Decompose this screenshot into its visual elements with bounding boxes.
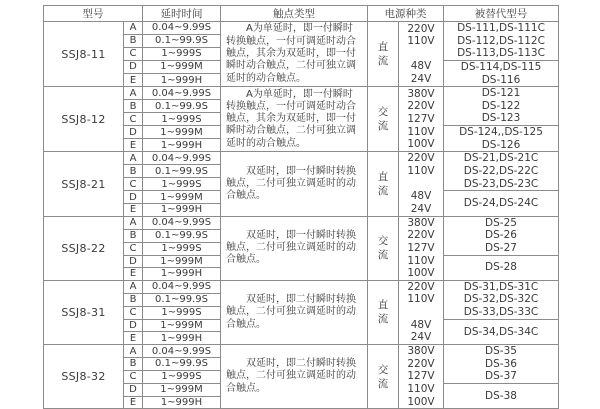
row-letter: C xyxy=(124,113,143,126)
row-letter: C xyxy=(124,242,143,255)
voltage-cell xyxy=(399,216,444,280)
row-letter: D xyxy=(124,255,143,268)
model-cell: SSJ8-32 xyxy=(44,345,124,409)
replaced-models-lower xyxy=(444,383,559,408)
voltage-value: 220V xyxy=(407,229,435,242)
voltage-value: 48V xyxy=(410,318,432,331)
power-kind-cell xyxy=(368,280,399,344)
voltage-value: 127V xyxy=(407,112,435,125)
contact-line: 触点，二付可独立调延时的动 xyxy=(226,306,356,318)
delay-value: 1~999H xyxy=(143,268,221,281)
voltage-cell xyxy=(399,22,444,87)
contact-line: 合触点。 xyxy=(226,382,266,394)
replaced-models-upper xyxy=(444,152,559,191)
contact-line: 合触点。 xyxy=(226,318,266,330)
voltage-cell xyxy=(399,345,444,409)
contact-line: 合触点。 xyxy=(226,190,266,202)
row-letter: B xyxy=(124,34,143,47)
delay-value: 1~999S xyxy=(143,370,221,383)
contact-line: 触点，二付可独立调延时的动 xyxy=(226,370,356,382)
voltage-value: 110V xyxy=(407,254,435,267)
contact-text-block xyxy=(226,294,362,331)
column-header-replaced: 被替代型号 xyxy=(444,6,559,22)
voltage-value: 127V xyxy=(407,241,435,254)
replaced-models-lower xyxy=(444,60,559,86)
row-letter: E xyxy=(124,332,143,345)
row-letter: E xyxy=(124,268,143,281)
power-kind-cell xyxy=(368,216,399,280)
row-letter: C xyxy=(124,47,143,60)
contact-text-block xyxy=(226,89,362,150)
voltage-value: 100V xyxy=(407,267,435,280)
power-kind-label: 直流 xyxy=(377,41,389,68)
contact-line: A为单延时，即一付瞬时 xyxy=(246,88,353,100)
voltage-cell xyxy=(399,87,444,152)
delay-value: 1~999M xyxy=(143,319,221,332)
contact-text-block xyxy=(226,166,362,203)
delay-value: 0.1~99.9S xyxy=(143,357,221,370)
contact-description xyxy=(221,216,368,280)
row-letter: E xyxy=(124,74,143,87)
delay-value: 0.04~9.99S xyxy=(143,280,221,293)
replaced-model: DS-23,DS-23C xyxy=(463,177,539,190)
replaced-model: DS-116 xyxy=(481,73,521,86)
contact-line: A为单延时，即一付瞬时 xyxy=(246,23,353,35)
delay-value: 0.04~9.99S xyxy=(143,345,221,358)
contact-description xyxy=(221,87,368,152)
row-letter: E xyxy=(124,139,143,152)
model-cell: SSJ8-12 xyxy=(44,87,124,152)
replaced-models-upper xyxy=(444,22,559,61)
relay-spec-sheet xyxy=(43,5,559,409)
delay-value: 1~999S xyxy=(143,242,221,255)
contact-description xyxy=(221,152,368,216)
table-row xyxy=(44,87,559,100)
replaced-model: DS-121 xyxy=(481,87,521,100)
column-header-model: 型号 xyxy=(44,6,143,22)
voltage-value: 48V xyxy=(410,190,432,203)
column-header-power: 电源种类 xyxy=(368,6,444,22)
column-header-contact: 触点类型 xyxy=(221,6,368,22)
contact-line: 合触点。 xyxy=(226,254,266,266)
contact-line: 触点，其余为双延时，即一付 xyxy=(226,113,356,125)
row-letter: D xyxy=(124,126,143,139)
delay-value: 1~999M xyxy=(143,383,221,396)
delay-value: 1~999M xyxy=(143,126,221,139)
replaced-model: DS-33,DS-33C xyxy=(463,306,539,319)
spec-table xyxy=(43,5,559,409)
delay-value: 0.1~99.9S xyxy=(143,34,221,47)
row-letter: C xyxy=(124,178,143,191)
voltage-value xyxy=(399,178,443,191)
replaced-models-lower xyxy=(444,319,559,344)
voltage-value: 220V xyxy=(407,22,435,35)
replaced-model: DS-35 xyxy=(485,345,517,358)
table-row xyxy=(44,280,559,293)
row-letter: C xyxy=(124,306,143,319)
replaced-model: DS-32,DS-32C xyxy=(463,293,539,306)
contact-line: 延时的动合触点。 xyxy=(226,72,306,84)
contact-text-block xyxy=(226,230,362,267)
row-letter: A xyxy=(124,345,143,358)
voltage-value: 110V xyxy=(407,382,435,395)
delay-value: 1~999M xyxy=(143,191,221,204)
replaced-model: DS-27 xyxy=(485,241,517,254)
voltage-value: 110V xyxy=(407,293,435,306)
replaced-model: DS-123 xyxy=(481,112,521,125)
contact-line: 触点，二付可独立调延时的动 xyxy=(226,242,356,254)
model-cell: SSJ8-22 xyxy=(44,216,124,280)
contact-line: 触点，其余为双延时，即一付 xyxy=(226,47,356,59)
row-letter: B xyxy=(124,357,143,370)
voltage-cell xyxy=(399,152,444,216)
contact-description xyxy=(221,280,368,344)
delay-value: 1~999H xyxy=(143,74,221,87)
voltage-value: 380V xyxy=(407,345,435,358)
replaced-model: DS-111,DS-111C xyxy=(457,22,545,34)
voltage-value: 48V xyxy=(410,60,432,73)
contact-line: 双延时，即二付瞬时转换 xyxy=(246,358,356,370)
row-letter: A xyxy=(124,216,143,229)
voltage-value: 24V xyxy=(410,73,432,86)
delay-value: 1~999S xyxy=(143,306,221,319)
power-kind-cell xyxy=(368,87,399,152)
replaced-model: DS-24,DS-24C xyxy=(463,197,539,210)
replaced-models-upper xyxy=(444,345,559,384)
contact-line: 延时的动合触点。 xyxy=(226,137,306,149)
contact-line: 双延时，即一付瞬时转换 xyxy=(246,229,356,241)
delay-value: 0.04~9.99S xyxy=(143,22,221,35)
delay-value: 0.1~99.9S xyxy=(143,100,221,113)
power-kind-cell xyxy=(368,345,399,409)
replaced-models-lower xyxy=(444,255,559,280)
voltage-value xyxy=(399,48,443,61)
voltage-value: 110V xyxy=(407,165,435,178)
voltage-value: 220V xyxy=(407,357,435,370)
replaced-model: DS-36 xyxy=(485,357,517,370)
header-row xyxy=(44,6,559,22)
replaced-model: DS-22,DS-22C xyxy=(463,165,539,178)
delay-value: 1~999H xyxy=(143,139,221,152)
replaced-model: DS-25 xyxy=(485,216,517,229)
voltage-value: 100V xyxy=(407,395,435,408)
replaced-models-upper xyxy=(444,280,559,319)
delay-value: 0.1~99.9S xyxy=(143,165,221,178)
contact-line: 瞬时动合触点，二付可独立调 xyxy=(226,60,356,72)
replaced-model: DS-126 xyxy=(481,138,521,151)
replaced-models-lower xyxy=(444,191,559,216)
replaced-model: DS-38 xyxy=(485,389,517,402)
voltage-value: 220V xyxy=(407,280,435,293)
delay-value: 0.1~99.9S xyxy=(143,293,221,306)
replaced-model: DS-114,DS-115 xyxy=(460,60,542,73)
voltage-value: 380V xyxy=(407,216,435,229)
contact-line: 转换触点，一付可调延时动合 xyxy=(226,100,356,112)
power-kind-label: 交流 xyxy=(377,106,389,133)
table-row xyxy=(44,152,559,165)
replaced-model: DS-26 xyxy=(485,229,517,242)
row-letter: D xyxy=(124,60,143,73)
contact-line: 瞬时动合触点，二付可独立调 xyxy=(226,125,356,137)
voltage-value: 100V xyxy=(407,138,435,151)
power-kind-cell xyxy=(368,152,399,216)
voltage-value: 220V xyxy=(407,100,435,113)
voltage-value: 24V xyxy=(410,331,432,344)
replaced-model: DS-124,,DS-125 xyxy=(459,126,543,139)
delay-value: 1~999M xyxy=(143,60,221,73)
power-kind-label: 交流 xyxy=(377,235,389,262)
replaced-model: DS-21,DS-21C xyxy=(463,152,539,165)
voltage-cell xyxy=(399,280,444,344)
row-letter: B xyxy=(124,229,143,242)
row-letter: A xyxy=(124,87,143,100)
row-letter: B xyxy=(124,100,143,113)
voltage-value: 127V xyxy=(407,370,435,383)
delay-value: 1~999H xyxy=(143,396,221,409)
contact-description xyxy=(221,345,368,409)
voltage-value: 110V xyxy=(407,125,435,138)
model-cell: SSJ8-21 xyxy=(44,152,124,216)
model-cell: SSJ8-11 xyxy=(44,22,124,87)
power-kind-label: 直流 xyxy=(377,299,389,326)
delay-value: 1~999H xyxy=(143,332,221,345)
row-letter: D xyxy=(124,191,143,204)
contact-line: 触点，二付可独立调延时的动 xyxy=(226,177,356,189)
delay-value: 1~999S xyxy=(143,113,221,126)
delay-value: 0.04~9.99S xyxy=(143,216,221,229)
delay-value: 1~999M xyxy=(143,255,221,268)
contact-text-block xyxy=(226,23,362,84)
voltage-value xyxy=(399,306,443,319)
replaced-models-upper xyxy=(444,87,559,126)
replaced-model: DS-122 xyxy=(481,99,521,112)
table-row xyxy=(44,345,559,358)
row-letter: B xyxy=(124,293,143,306)
row-letter: A xyxy=(124,22,143,35)
row-letter: E xyxy=(124,396,143,409)
replaced-models-upper xyxy=(444,216,559,255)
delay-value: 0.1~99.9S xyxy=(143,229,221,242)
replaced-model: DS-112,DS-112C xyxy=(457,34,545,47)
voltage-value: 220V xyxy=(407,152,435,165)
contact-line: 转换触点，一付可调延时动合 xyxy=(226,35,356,47)
row-letter: D xyxy=(124,383,143,396)
table-row xyxy=(44,216,559,229)
voltage-value: 380V xyxy=(407,87,435,100)
delay-value: 1~999H xyxy=(143,203,221,216)
power-kind-cell xyxy=(368,22,399,87)
replaced-models-lower xyxy=(444,126,559,152)
replaced-model: DS-34,DS-34C xyxy=(463,325,539,338)
voltage-value: 24V xyxy=(410,202,432,215)
delay-value: 1~999S xyxy=(143,178,221,191)
replaced-model: DS-31,DS-31C xyxy=(463,280,539,293)
row-letter: A xyxy=(124,280,143,293)
replaced-model: DS-28 xyxy=(485,261,517,274)
row-letter: B xyxy=(124,165,143,178)
contact-line: 双延时，即二付瞬时转换 xyxy=(246,293,356,305)
power-kind-label: 交流 xyxy=(377,363,389,390)
model-cell: SSJ8-31 xyxy=(44,280,124,344)
delay-value: 1~999S xyxy=(143,47,221,60)
row-letter: A xyxy=(124,152,143,165)
replaced-model: DS-37 xyxy=(485,370,517,383)
contact-text-block xyxy=(226,358,362,395)
row-letter: C xyxy=(124,370,143,383)
replaced-model: DS-113,DS-113C xyxy=(457,47,545,60)
delay-value: 0.04~9.99S xyxy=(143,87,221,100)
row-letter: E xyxy=(124,203,143,216)
contact-line: 双延时，即一付瞬时转换 xyxy=(246,165,356,177)
power-kind-label: 直流 xyxy=(377,171,389,197)
table-row xyxy=(44,22,559,35)
voltage-value: 110V xyxy=(407,35,435,48)
row-letter: D xyxy=(124,319,143,332)
contact-description xyxy=(221,22,368,87)
delay-value: 0.04~9.99S xyxy=(143,152,221,165)
column-header-delay: 延时时间 xyxy=(143,6,221,22)
